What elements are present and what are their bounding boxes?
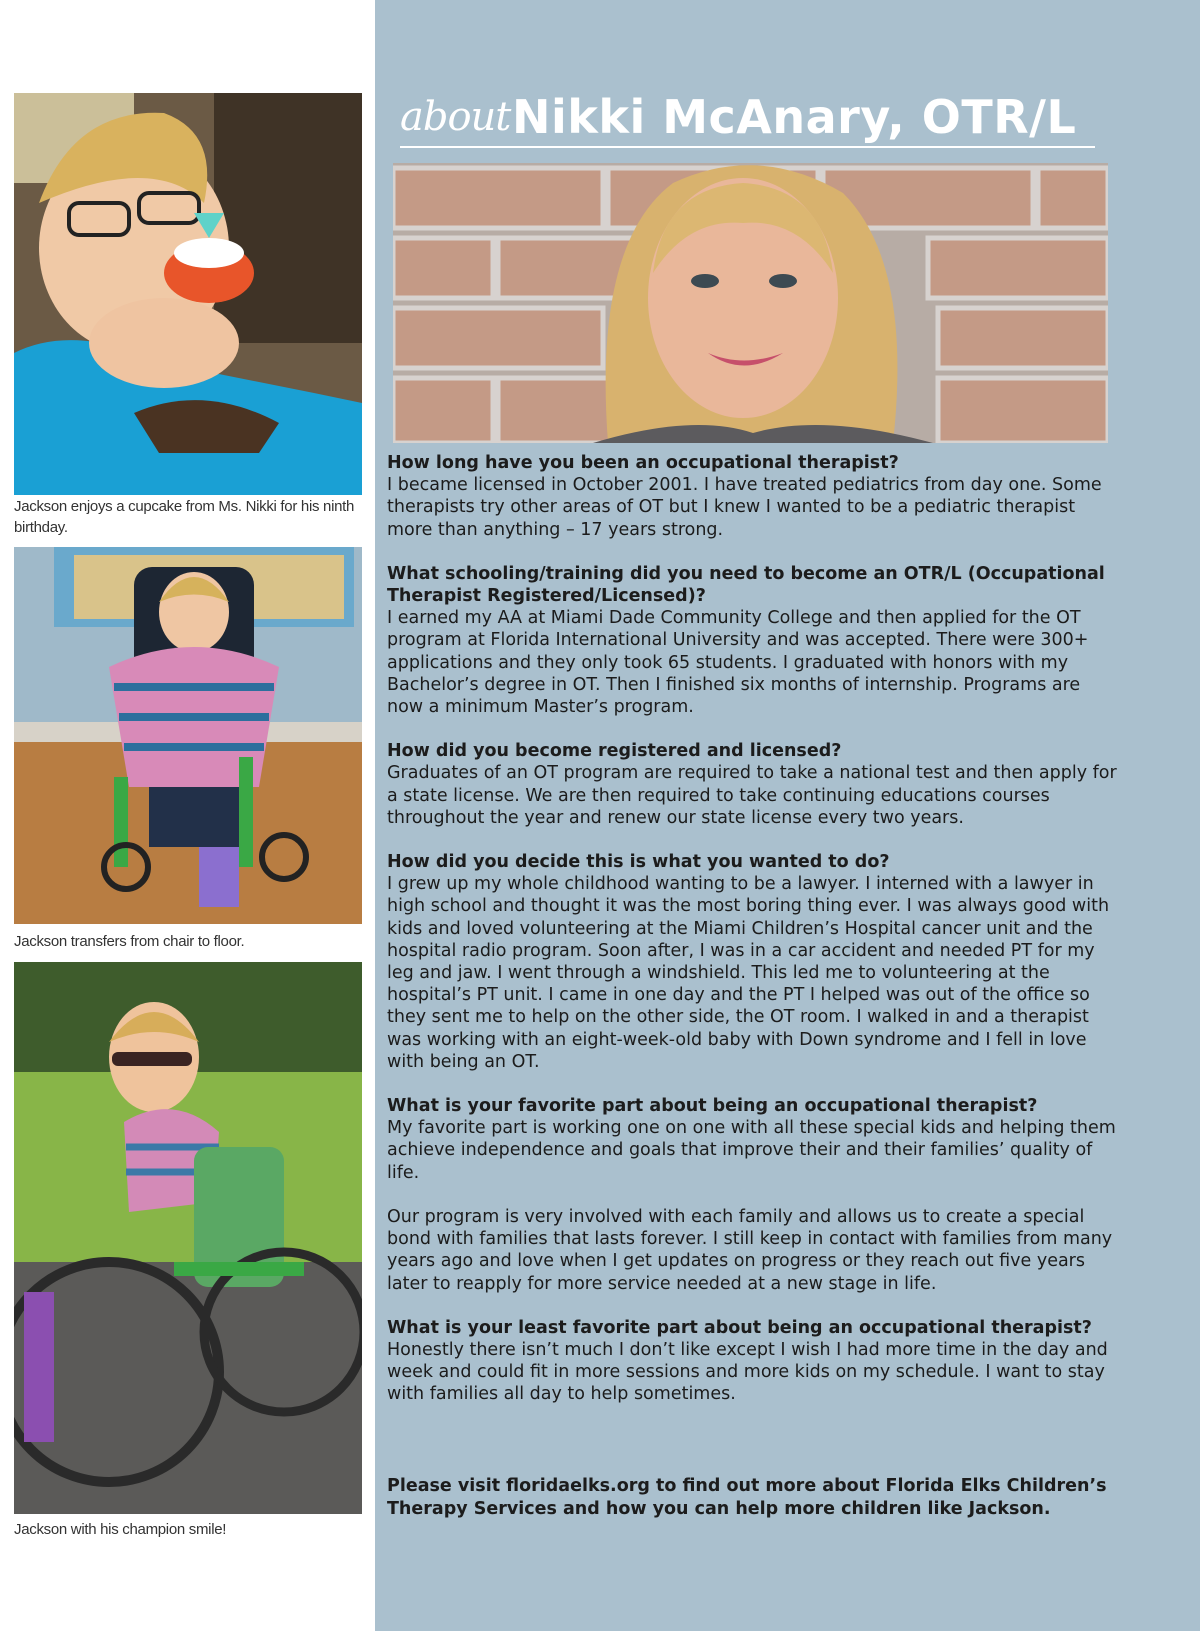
answer: My favorite part is working one on one with all these special kids and helping them achieve independence and goals that improve their and their families’ quality of life. [387, 1118, 1116, 1183]
answer: Honestly there isn’t much I don’t like except I wish I had more time in the day and week and could fit in more sessions and more kids on my schedule. I want to stay with families all day to help sometimes. [387, 1339, 1108, 1405]
photo-smile [14, 962, 362, 1514]
answer: I earned my AA at Miami Dade Community College and then applied for the OT program at Florida International University and was accepted. There were 300+ applications and they only took 65 students. I graduated with honors with my Bachelor’s degree in OT. Then I finished six months of internship. Programs are now a minimum Master’s program. [387, 608, 1089, 718]
caption-cupcake: Jackson enjoys a cupcake from Ms. Nikki for his ninth birthday. [14, 498, 355, 536]
qa-block [387, 452, 1117, 541]
qa-block [387, 1317, 1117, 1406]
qa-block [387, 563, 1117, 718]
question: What is your favorite part about being an occupational therapist? [387, 1096, 1038, 1117]
therapist-name-title: Nikki McAnary, OTR/L [512, 90, 1077, 144]
qa-block [387, 740, 1117, 829]
question: How long have you been an occupational therapist? [387, 453, 899, 473]
footer-note: Please visit floridaelks.org to find out more about Florida Elks Children’s Therapy Services and how you can help more children like Jackson. [387, 1476, 1107, 1519]
question: How did you decide this is what you wanted to do? [387, 852, 890, 873]
answer: I became licensed in October 2001. I have treated pediatrics from day one. Some therapists try other areas of OT but I knew I wanted to be a pediatric therapist more than anything – 17 years strong. [387, 475, 1102, 540]
answer: Graduates of an OT program are required to take a national test and then apply for a state license. We are then required to take continuing educations courses throughout the year and renew our state license every two years. [387, 763, 1117, 828]
caption-smile: Jackson with his champion smile! [14, 1521, 227, 1538]
title-divider [400, 146, 1095, 148]
photo-transfer [14, 547, 362, 924]
question: What schooling/training did you need to become an OTR/L (Occupational Therapist Registered/Licensed)? [387, 563, 1105, 607]
qa-block [387, 1206, 1117, 1295]
qa-block [387, 1095, 1117, 1184]
about-word: about [400, 94, 511, 140]
caption-transfer: Jackson transfers from chair to floor. [14, 933, 245, 950]
qa-block [387, 851, 1117, 1073]
portrait-photo [393, 163, 1108, 443]
interview-section [387, 452, 1117, 1428]
question: How did you become registered and licensed? [387, 741, 842, 762]
question: What is your least favorite part about being an occupational therapist? [387, 1317, 1092, 1338]
photo-cupcake [14, 93, 362, 495]
answer: Our program is very involved with each family and allows us to create a special bond with families that lasts forever. I still keep in contact with families from many years ago and love when I get updates on progress or they reach out five years later to reapply for more service needed at a new stage in life. [387, 1206, 1113, 1294]
article-title [400, 88, 1100, 148]
answer: I grew up my whole childhood wanting to be a lawyer. I interned with a lawyer in high school and thought it was the most boring thing ever. I was always good with kids and loved volunteering at the Miami Children’s Hospital cancer unit and the hospital radio program. Soon after, I was in a car accident and needed PT for my leg and jaw. I went through a windshield. This led me to volunteering at the hospital’s PT unit. I came in one day and the PT I helped was out of the office so they sent me to help on the other side, the OT room. I walked in and a therapist was working with an eight-week-old baby with Down syndrome and I fell in love with being an OT. [387, 874, 1110, 1072]
